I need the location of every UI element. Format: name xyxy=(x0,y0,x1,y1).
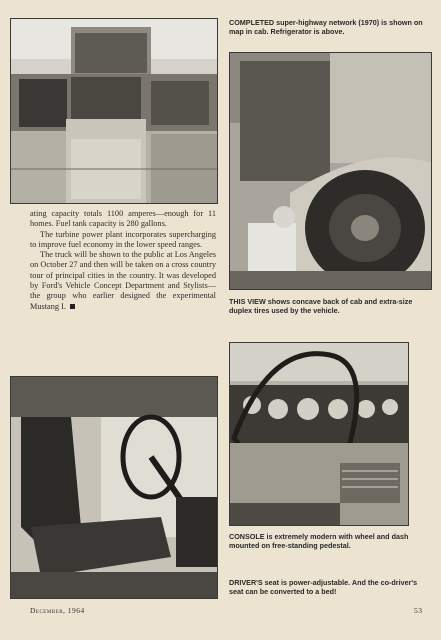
article-body xyxy=(30,209,216,312)
caption-console xyxy=(229,532,429,550)
caption-drivers-seat xyxy=(229,578,429,596)
end-of-article-mark xyxy=(70,304,75,309)
photo-drivers-seat xyxy=(10,376,218,599)
footer-date: December, 1964 xyxy=(30,606,85,615)
photo-cab-back-tires xyxy=(229,52,432,290)
caption-completed xyxy=(229,18,429,36)
page-number: 53 xyxy=(414,606,423,615)
photo-cab-map-refrigerator xyxy=(10,18,218,204)
article-paragraph-3 xyxy=(30,250,216,312)
photo-console xyxy=(229,342,409,526)
caption-console-lead: CONSOLE xyxy=(229,532,265,541)
caption-this-view-lead: THIS VIEW xyxy=(229,297,266,306)
article-paragraph-1: ating capacity totals 1100 amperes—enough for 11 homes. Fuel tank capacity is 280 gallons. xyxy=(30,209,216,229)
caption-completed-lead: COMPLETED xyxy=(229,18,275,27)
caption-console-text: is extremely modern with wheel and dash mounted on free-standing pedestal. xyxy=(229,532,409,550)
caption-this-view xyxy=(229,297,429,315)
caption-this-view-text: shows concave back of cab and extra-size duplex tires used by the vehicle. xyxy=(229,297,413,315)
caption-drivers-seat-text: seat is power-adjustable. And the co-driver's seat can be converted to a bed! xyxy=(229,578,418,596)
article-paragraph-2: The turbine power plant incorporates supercharging to improve fuel economy in the lower speed ranges. xyxy=(30,229,216,249)
caption-completed-text: super-highway network (1970) is shown on map in cab. Refrigerator is above. xyxy=(229,18,423,36)
caption-drivers-seat-lead: DRIVER'S xyxy=(229,578,263,587)
article-paragraph-3-text: The truck will be shown to the public at Los Angeles on October 27 and then will be taken on a cross country tour of principal cities in the country. It was developed by Ford's Vehicle Concept Department and Stylists—the group who earlier designed the experimental Mustang I. xyxy=(30,250,216,311)
